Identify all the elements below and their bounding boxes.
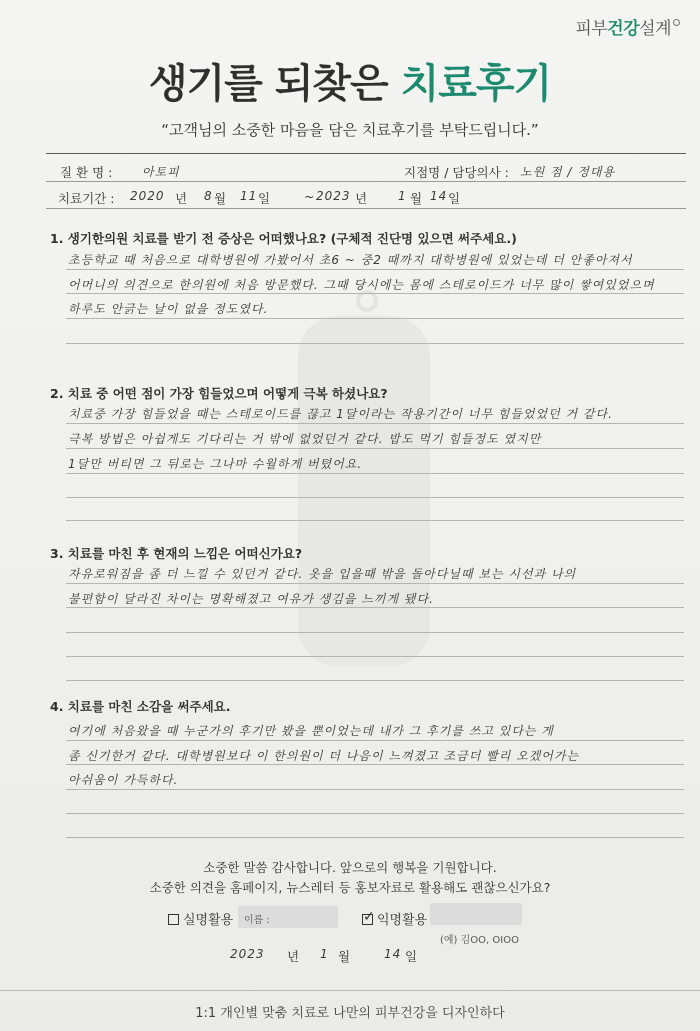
- end-month: 1: [398, 189, 407, 203]
- day-unit: 일: [448, 191, 461, 206]
- answer-line: 여기에 처음왔을 때 누군가의 후기만 봤을 뿐이었는데 내가 그 후기를 쓰고 있다는 게: [68, 724, 554, 738]
- disease-value: 아토피: [142, 165, 180, 179]
- ruled-line: [66, 656, 684, 657]
- ruled-line: [66, 789, 684, 790]
- answer-line: 아쉬움이 가득하다.: [68, 773, 179, 787]
- real-name-label: 실명활용: [183, 913, 234, 928]
- ruled-line: [66, 837, 684, 838]
- thanks-line-2: 소중한 의견을 홈페이지, 뉴스레터 등 홍보자료로 활용해도 괜찮으신가요?: [149, 880, 551, 895]
- footer-slogan: 1:1 개인별 맞춤 치료로 나만의 피부건강을 디자인하다: [195, 1006, 505, 1021]
- ruled-line: [66, 423, 684, 424]
- example-note: (예) 김OO, OIOO: [440, 935, 519, 946]
- date-month: 1: [320, 947, 329, 961]
- disease-label: 질 환 명 :: [60, 165, 113, 180]
- date-year: 2023: [230, 947, 265, 961]
- name-field[interactable]: [238, 906, 338, 928]
- year-unit: 년: [175, 191, 188, 206]
- answer-line: 치료중 가장 힘들었을 때는 스테로이드를 끊고 1달이라는 작용기간이 너무 힘들었었던 거 같다.: [68, 407, 613, 421]
- ruled-line: [66, 813, 684, 814]
- end-year: 2023: [316, 189, 351, 203]
- anonymous-option[interactable]: [362, 909, 427, 928]
- start-year: 2020: [130, 189, 165, 203]
- ruled-line: [66, 632, 684, 633]
- start-day: 11: [240, 189, 258, 203]
- page-title: [0, 52, 700, 109]
- answer-line: 어머니의 의견으로 한의원에 처음 방문했다. 그때 당시에는 몸에 스테로이드가 너무 많이 쌓여있었으며: [68, 278, 655, 292]
- date-day: 14: [384, 947, 402, 961]
- month-unit: 월: [410, 191, 423, 206]
- year-unit: 년: [355, 191, 368, 206]
- date-day-unit: 일: [405, 949, 418, 964]
- brand-prefix: 피부: [575, 19, 608, 39]
- title-main: 생기를 되찾은: [148, 61, 401, 107]
- answer-line: 불편함이 달라진 차이는 명확해졌고 여유가 생김을 느끼게 됐다.: [68, 592, 434, 606]
- title-accent: 치료후기: [400, 61, 552, 107]
- ruled-line: [66, 497, 684, 498]
- question-3-title: 3. 치료를 마친 후 현재의 느낌은 어떠신가요?: [50, 546, 303, 561]
- ruled-line: [66, 520, 684, 521]
- date-year-unit: 년: [287, 949, 300, 964]
- question-1-title: 1. 생기한의원 치료를 받기 전 증상은 어떠했나요? (구체적 진단명 있으면 써주세요.): [50, 231, 517, 246]
- ruled-line: [66, 343, 684, 344]
- tilde: ~: [304, 189, 315, 204]
- ruled-line: [66, 680, 684, 681]
- brand-logo: [575, 14, 680, 39]
- answer-line: 1달만 버티면 그 뒤로는 그나마 수월하게 버텼어요.: [68, 457, 363, 471]
- checkbox-icon[interactable]: [168, 914, 179, 925]
- ruled-line: [66, 607, 684, 608]
- real-name-option[interactable]: [168, 909, 233, 928]
- ruled-line: [66, 740, 684, 741]
- ruled-line: [66, 269, 684, 270]
- end-day: 14: [430, 189, 448, 203]
- brand-suffix: 설계: [639, 19, 671, 39]
- ruled-line: [66, 293, 684, 294]
- answer-line: 자유로워짐을 좀 더 느낄 수 있던거 같다. 옷을 입을때 밖을 돌아다닐때 보는 시선과 나의: [68, 567, 577, 581]
- thanks-line-1: 소중한 말씀 감사합니다. 앞으로의 행복을 기원합니다.: [203, 860, 497, 875]
- ruled-line: [66, 473, 684, 474]
- question-4-title: 4. 치료를 마친 소감을 써주세요.: [50, 699, 231, 714]
- ruled-line: [66, 448, 684, 449]
- period-label: 치료기간 :: [58, 191, 115, 206]
- divider: [46, 153, 686, 154]
- brand-dot-icon: [673, 19, 680, 26]
- page-subtitle: “고객님의 소중한 마음을 담은 치료후기를 부탁드립니다.”: [161, 121, 539, 139]
- branch-label: 지점명 / 담당의사 :: [404, 165, 509, 180]
- answer-line: 초등학교 때 처음으로 대학병원에 가봤어서 초6 ~ 중2 때까지 대학병원에 있었는데 더 안좋아져서: [68, 253, 633, 267]
- brand-accent: 건강: [607, 19, 640, 39]
- day-unit: 일: [258, 191, 271, 206]
- footer-bar: [0, 990, 700, 1031]
- answer-line: 극복 방법은 아쉽게도 기다리는 거 밖에 없었던거 같다. 밥도 먹기 힘들정도 였지만: [68, 432, 542, 446]
- divider: [46, 181, 686, 182]
- month-unit: 월: [214, 191, 227, 206]
- watermark-logo: [298, 316, 430, 666]
- ruled-line: [66, 318, 684, 319]
- answer-line: 좀 신기한거 같다. 대학병원보다 이 한의원이 더 나음이 느껴졌고 조금더 빨리 오겠어가는: [68, 749, 580, 763]
- answer-line: 하루도 안긁는 날이 없을 정도였다.: [68, 302, 269, 316]
- checkbox-checked-icon[interactable]: ✓: [363, 909, 375, 925]
- anonymous-name-field[interactable]: [430, 903, 522, 925]
- ruled-line: [66, 583, 684, 584]
- divider: [46, 208, 686, 209]
- anonymous-label: 익명활용: [377, 913, 428, 928]
- ruled-line: [66, 764, 684, 765]
- question-2-title: 2. 치료 중 어떤 점이 가장 힘들었으며 어떻게 극복 하셨나요?: [50, 386, 388, 401]
- branch-value: 노원 점 / 정대용: [520, 165, 616, 179]
- start-month: 8: [204, 189, 213, 203]
- name-field-label: 이름 :: [244, 915, 270, 926]
- date-month-unit: 월: [338, 949, 351, 964]
